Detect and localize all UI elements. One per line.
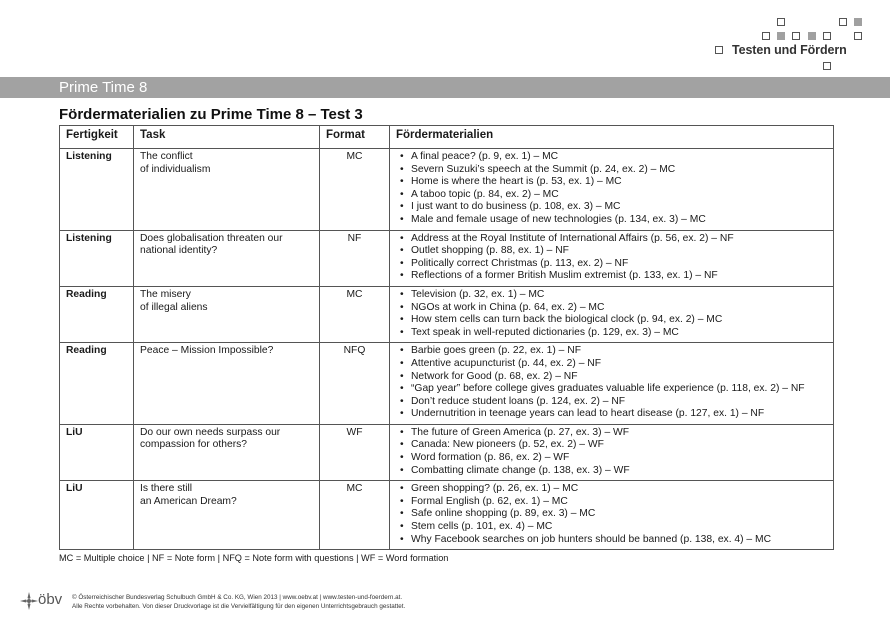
table-row [60, 286, 834, 342]
skill-cell: Listening [60, 149, 134, 231]
format-legend: MC = Multiple choice | NF = Note form | NFQ = Note form with questions | WF = Word formation [59, 553, 449, 563]
materials-list [396, 151, 827, 227]
format-cell: MC [320, 149, 390, 231]
skill-cell: Reading [60, 343, 134, 425]
skill-cell: Reading [60, 286, 134, 342]
list-item: • Barbie goes green (p. 22, ex. 1) – NF [396, 345, 827, 358]
banner-title: Prime Time 8 [59, 79, 148, 96]
list-item: • The future of Green America (p. 27, ex. 3) – WF [396, 427, 827, 440]
format-cell: MC [320, 286, 390, 342]
header-banner [0, 77, 890, 98]
table-row [60, 149, 834, 231]
list-item: • Why Facebook searches on job hunters should be banned (p. 138, ex. 4) – MC [396, 534, 827, 547]
list-item: • How stem cells can turn back the biological clock (p. 94, ex. 2) – MC [396, 314, 827, 327]
task-cell: The conflict of individualism [134, 149, 320, 231]
list-item: • Combatting climate change (p. 138, ex. 3) – WF [396, 465, 827, 478]
materials-list [396, 427, 827, 477]
task-cell: Peace – Mission Impossible? [134, 343, 320, 425]
list-item: • NGOs at work in China (p. 64, ex. 2) – MC [396, 302, 827, 315]
materials-table [59, 125, 834, 550]
table-row [60, 343, 834, 425]
skill-cell: LiU [60, 481, 134, 550]
list-item: • “Gap year” before college gives graduates valuable life experience (p. 118, ex. 2) – NF [396, 383, 827, 396]
list-item: • Male and female usage of new technologies (p. 134, ex. 3) – MC [396, 214, 827, 227]
publisher-logo-text: öbv [38, 591, 63, 608]
materials-cell [390, 424, 834, 480]
list-item: • Word formation (p. 86, ex. 2) – WF [396, 452, 827, 465]
format-cell: WF [320, 424, 390, 480]
page-title: Fördermaterialien zu Prime Time 8 – Test 3 [59, 106, 363, 123]
copyright-notice [72, 594, 405, 611]
format-cell: NF [320, 230, 390, 286]
table-row [60, 481, 834, 550]
materials-cell [390, 230, 834, 286]
task-cell: The misery of illegal aliens [134, 286, 320, 342]
list-item: • Politically correct Christmas (p. 113, ex. 2) – NF [396, 258, 827, 271]
table-row [60, 424, 834, 480]
list-item: • A final peace? (p. 9, ex. 1) – MC [396, 151, 827, 164]
header-format: Format [320, 126, 390, 149]
format-cell: MC [320, 481, 390, 550]
obv-star-icon [20, 592, 38, 610]
materials-cell [390, 343, 834, 425]
task-cell: Is there still an American Dream? [134, 481, 320, 550]
task-cell: Does globalisation threaten our national identity? [134, 230, 320, 286]
materials-list [396, 289, 827, 339]
format-cell: NFQ [320, 343, 390, 425]
list-item: • Address at the Royal Institute of International Affairs (p. 56, ex. 2) – NF [396, 233, 827, 246]
list-item: • Safe online shopping (p. 89, ex. 3) – MC [396, 508, 827, 521]
list-item: • Text speak in well-reputed dictionaries (p. 129, ex. 3) – MC [396, 327, 827, 340]
list-item: • Green shopping? (p. 26, ex. 1) – MC [396, 483, 827, 496]
list-item: • I just want to do business (p. 108, ex. 3) – MC [396, 201, 827, 214]
list-item: • Undernutrition in teenage years can lead to heart disease (p. 127, ex. 1) – NF [396, 408, 827, 421]
list-item: • Don’t reduce student loans (p. 124, ex. 2) – NF [396, 396, 827, 409]
list-item: • Stem cells (p. 101, ex. 4) – MC [396, 521, 827, 534]
skill-cell: Listening [60, 230, 134, 286]
task-cell: Do our own needs surpass our compassion for others? [134, 424, 320, 480]
copyright-line-1: © Österreichischer Bundesverlag Schulbuch GmbH & Co. KG, Wien 2013 | www.oebv.at | www.testen-und-foerdern.at. [72, 594, 403, 601]
header-skill: Fertigkeit [60, 126, 134, 149]
list-item: • Network for Good (p. 68, ex. 2) – NF [396, 371, 827, 384]
copyright-line-2: Alle Rechte vorbehalten. Von dieser Druckvorlage ist die Vervielfältigung für den eigenen Unterrichtsgebrauch gestattet. [72, 602, 406, 610]
list-item: • Canada: New pioneers (p. 52, ex. 2) – WF [396, 439, 827, 452]
list-item: • Home is where the heart is (p. 53, ex. 1) – MC [396, 176, 827, 189]
list-item: • Outlet shopping (p. 88, ex. 1) – NF [396, 245, 827, 258]
table-header-row [60, 126, 834, 149]
brand-name: Testen und Fördern [732, 43, 847, 57]
table-row [60, 230, 834, 286]
header-materials: Fördermaterialien [390, 126, 834, 149]
list-item: • Reflections of a former British Muslim extremist (p. 133, ex. 1) – NF [396, 270, 827, 283]
materials-cell [390, 149, 834, 231]
header-task: Task [134, 126, 320, 149]
skill-cell: LiU [60, 424, 134, 480]
list-item: • Television (p. 32, ex. 1) – MC [396, 289, 827, 302]
list-item: • Formal English (p. 62, ex. 1) – MC [396, 496, 827, 509]
squares-logo-icon [0, 0, 890, 80]
materials-list [396, 345, 827, 421]
list-item: • A taboo topic (p. 84, ex. 2) – MC [396, 189, 827, 202]
materials-cell [390, 481, 834, 550]
list-item: • Attentive acupuncturist (p. 44, ex. 2) – NF [396, 358, 827, 371]
materials-cell [390, 286, 834, 342]
materials-list [396, 483, 827, 546]
list-item: • Severn Suzuki’s speech at the Summit (p. 24, ex. 2) – MC [396, 164, 827, 177]
materials-list [396, 233, 827, 283]
